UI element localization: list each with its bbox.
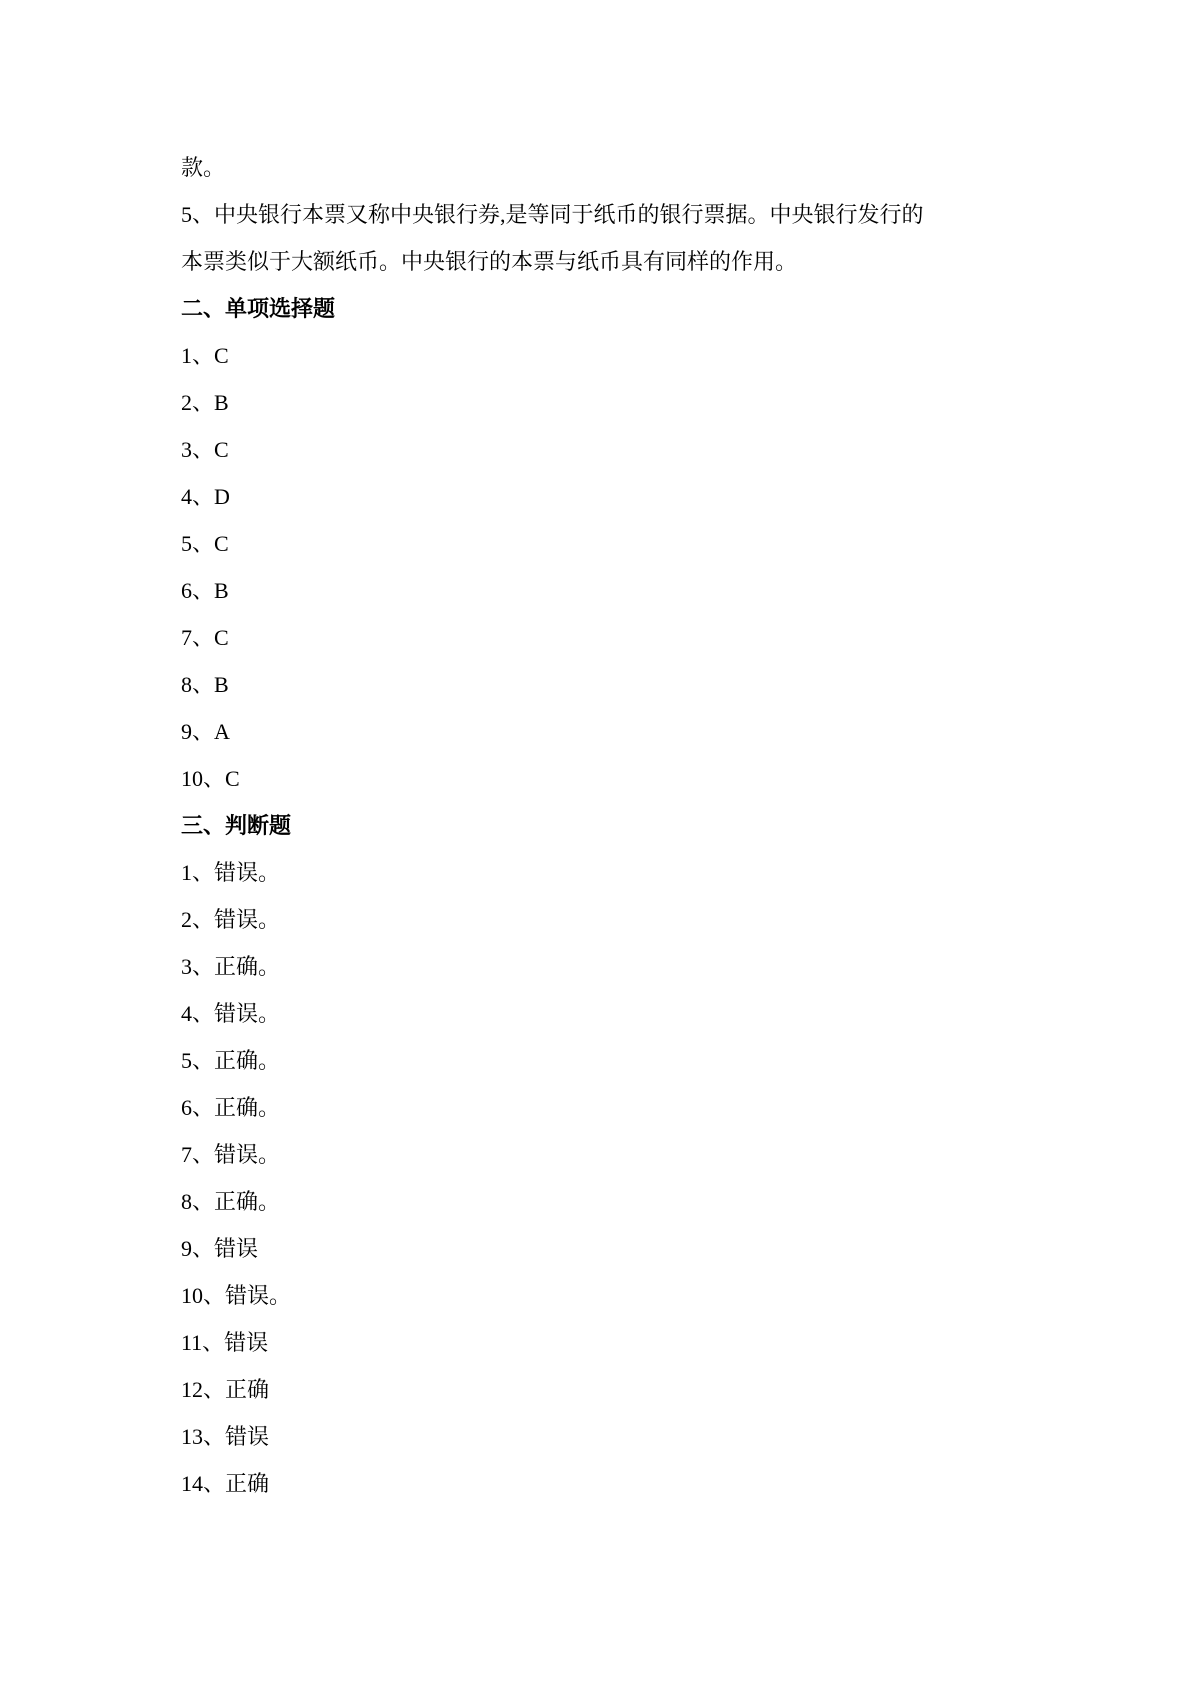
single-choice-answer: 1、C xyxy=(181,343,229,368)
true-false-answer: 2、错误。 xyxy=(181,907,281,932)
single-choice-answer: 7、C xyxy=(181,625,229,650)
true-false-answer: 11、错误 xyxy=(181,1330,269,1355)
single-choice-answer: 8、B xyxy=(181,672,229,697)
intro-line: 5、中央银行本票又称中央银行券,是等同于纸币的银行票据。中央银行发行的 xyxy=(181,202,924,227)
single-choice-answer: 4、D xyxy=(181,484,230,509)
true-false-answer: 12、正确 xyxy=(181,1377,270,1402)
true-false-answer: 1、错误。 xyxy=(181,860,281,885)
true-false-answer: 5、正确。 xyxy=(181,1048,281,1073)
single-choice-answer: 6、B xyxy=(181,578,229,603)
true-false-answer: 6、正确。 xyxy=(181,1095,281,1120)
true-false-answer: 3、正确。 xyxy=(181,954,281,979)
single-choice-answer: 9、A xyxy=(181,719,230,744)
true-false-answer: 7、错误。 xyxy=(181,1142,281,1167)
true-false-answer: 9、错误 xyxy=(181,1236,259,1261)
true-false-answer: 8、正确。 xyxy=(181,1189,281,1214)
true-false-answer: 4、错误。 xyxy=(181,1001,281,1026)
true-false-answer: 13、错误 xyxy=(181,1424,270,1449)
single-choice-answer: 3、C xyxy=(181,437,229,462)
section-heading-single-choice: 二、单项选择题 xyxy=(181,296,336,321)
intro-line: 款。 xyxy=(181,155,226,180)
single-choice-answer: 2、B xyxy=(181,390,229,415)
single-choice-answer: 5、C xyxy=(181,531,229,556)
intro-line: 本票类似于大额纸币。中央银行的本票与纸币具有同样的作用。 xyxy=(181,249,798,274)
true-false-answer: 10、错误。 xyxy=(181,1283,292,1308)
true-false-answer: 14、正确 xyxy=(181,1471,270,1496)
single-choice-answer: 10、C xyxy=(181,766,240,791)
document-content xyxy=(181,144,1011,1507)
section-heading-true-false: 三、判断题 xyxy=(181,813,292,838)
